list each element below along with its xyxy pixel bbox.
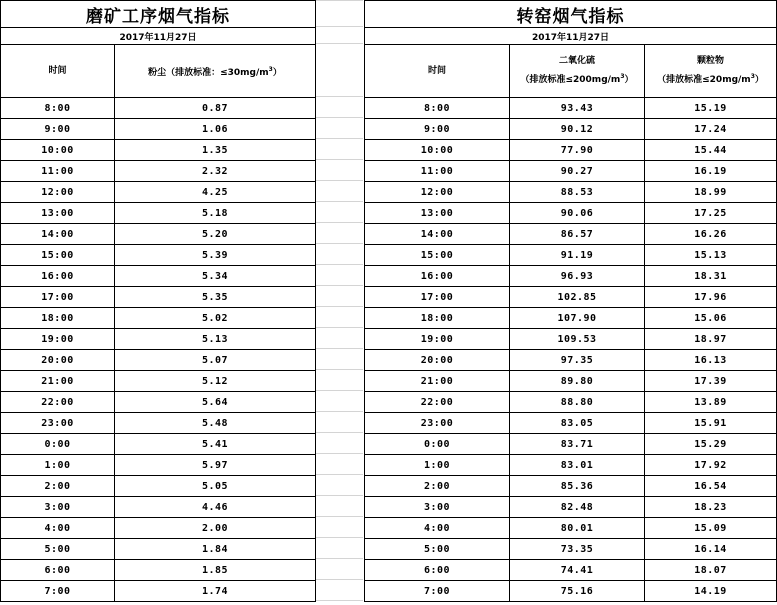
table-row — [365, 287, 777, 308]
dust-value-cell: 1.74 — [115, 581, 316, 602]
particulate-value-cell: 15.13 — [645, 245, 777, 266]
table-row — [365, 161, 777, 182]
dust-value-cell: 5.02 — [115, 308, 316, 329]
table-row — [1, 518, 316, 539]
time-cell: 11:00 — [365, 161, 510, 182]
time-cell: 16:00 — [365, 266, 510, 287]
dust-value-cell: 1.84 — [115, 539, 316, 560]
table-row — [1, 371, 316, 392]
dust-header-text: 粉尘（排放标准：≤30mg/m — [148, 67, 269, 78]
table-row — [1, 161, 316, 182]
table-row — [1, 140, 316, 161]
dust-header-close: ） — [272, 67, 282, 78]
table-row — [365, 455, 777, 476]
particulate-value-cell: 14.19 — [645, 581, 777, 602]
time-cell: 11:00 — [1, 161, 115, 182]
time-cell: 3:00 — [365, 497, 510, 518]
time-cell: 8:00 — [1, 98, 115, 119]
table-row — [1, 413, 316, 434]
dust-value-cell: 5.05 — [115, 476, 316, 497]
table-row — [1, 539, 316, 560]
time-cell: 5:00 — [1, 539, 115, 560]
time-cell: 2:00 — [365, 476, 510, 497]
particulate-value-cell: 17.39 — [645, 371, 777, 392]
dust-value-cell: 5.97 — [115, 455, 316, 476]
dust-value-cell: 5.20 — [115, 224, 316, 245]
time-cell: 0:00 — [365, 434, 510, 455]
table-row — [1, 203, 316, 224]
particulate-value-cell: 17.24 — [645, 119, 777, 140]
table-row — [365, 245, 777, 266]
so2-value-cell: 90.06 — [510, 203, 645, 224]
time-cell: 15:00 — [365, 245, 510, 266]
table-row — [1, 287, 316, 308]
dust-value-cell: 1.85 — [115, 560, 316, 581]
table-row — [365, 308, 777, 329]
time-cell: 7:00 — [365, 581, 510, 602]
time-cell: 1:00 — [365, 455, 510, 476]
time-cell: 20:00 — [1, 350, 115, 371]
table-row — [1, 98, 316, 119]
time-cell: 10:00 — [1, 140, 115, 161]
time-cell: 19:00 — [365, 329, 510, 350]
so2-header-unit-superscript: 3 — [620, 73, 625, 80]
particulate-value-cell: 15.09 — [645, 518, 777, 539]
so2-value-cell: 75.16 — [510, 581, 645, 602]
particulate-value-cell: 15.44 — [645, 140, 777, 161]
particulate-value-cell: 16.54 — [645, 476, 777, 497]
table-row — [365, 518, 777, 539]
so2-header-limit: （排放标准≤200mg/m — [520, 75, 621, 85]
dust-column-header — [115, 45, 316, 98]
time-cell: 1:00 — [1, 455, 115, 476]
so2-value-cell: 97.35 — [510, 350, 645, 371]
time-cell: 22:00 — [365, 392, 510, 413]
table-row — [365, 266, 777, 287]
table-row — [365, 140, 777, 161]
particulate-value-cell: 17.25 — [645, 203, 777, 224]
table-row — [1, 119, 316, 140]
table-row — [1, 308, 316, 329]
so2-value-cell: 96.93 — [510, 266, 645, 287]
so2-value-cell: 73.35 — [510, 539, 645, 560]
so2-value-cell: 86.57 — [510, 224, 645, 245]
so2-value-cell: 85.36 — [510, 476, 645, 497]
dust-value-cell: 0.87 — [115, 98, 316, 119]
particulate-value-cell: 18.07 — [645, 560, 777, 581]
dust-value-cell: 5.39 — [115, 245, 316, 266]
particulate-value-cell: 16.14 — [645, 539, 777, 560]
dust-header-unit-superscript: 3 — [268, 65, 273, 73]
kiln-flue-gas-table — [364, 0, 777, 602]
so2-value-cell: 83.01 — [510, 455, 645, 476]
so2-value-cell: 109.53 — [510, 329, 645, 350]
particulate-header-name: 颗粒物 — [697, 56, 725, 66]
table-row — [365, 581, 777, 602]
so2-value-cell: 83.05 — [510, 413, 645, 434]
time-cell: 13:00 — [1, 203, 115, 224]
table-row — [365, 434, 777, 455]
dust-value-cell: 5.35 — [115, 287, 316, 308]
time-cell: 0:00 — [1, 434, 115, 455]
particulate-value-cell: 18.23 — [645, 497, 777, 518]
table-row — [1, 392, 316, 413]
so2-value-cell: 107.90 — [510, 308, 645, 329]
particulate-value-cell: 16.26 — [645, 224, 777, 245]
so2-header-close: ） — [624, 75, 634, 85]
time-cell: 18:00 — [365, 308, 510, 329]
so2-value-cell: 93.43 — [510, 98, 645, 119]
table-row — [365, 497, 777, 518]
table-row — [1, 329, 316, 350]
particulate-value-cell: 13.89 — [645, 392, 777, 413]
table-row — [1, 581, 316, 602]
time-cell: 22:00 — [1, 392, 115, 413]
table-row — [1, 455, 316, 476]
time-cell: 6:00 — [1, 560, 115, 581]
time-cell: 19:00 — [1, 329, 115, 350]
time-cell: 2:00 — [1, 476, 115, 497]
so2-value-cell: 80.01 — [510, 518, 645, 539]
time-cell: 21:00 — [365, 371, 510, 392]
table-row — [1, 476, 316, 497]
time-cell: 23:00 — [365, 413, 510, 434]
so2-value-cell: 88.53 — [510, 182, 645, 203]
table-row — [1, 182, 316, 203]
time-column-header: 时间 — [365, 45, 510, 98]
dust-value-cell: 5.48 — [115, 413, 316, 434]
so2-value-cell: 90.27 — [510, 161, 645, 182]
time-cell: 21:00 — [1, 371, 115, 392]
particulate-value-cell: 17.92 — [645, 455, 777, 476]
table-row — [1, 497, 316, 518]
table-row — [365, 371, 777, 392]
time-cell: 17:00 — [1, 287, 115, 308]
particulate-header-close: ） — [754, 75, 764, 85]
table-row — [365, 224, 777, 245]
dust-value-cell: 1.06 — [115, 119, 316, 140]
time-cell: 9:00 — [1, 119, 115, 140]
time-cell: 12:00 — [365, 182, 510, 203]
particulate-value-cell: 18.97 — [645, 329, 777, 350]
so2-header-name: 二氧化硫 — [558, 56, 595, 66]
particulate-value-cell: 16.13 — [645, 350, 777, 371]
particulate-value-cell: 16.19 — [645, 161, 777, 182]
table-row — [1, 224, 316, 245]
time-cell: 9:00 — [365, 119, 510, 140]
dust-value-cell: 5.12 — [115, 371, 316, 392]
time-cell: 20:00 — [365, 350, 510, 371]
particulate-value-cell: 15.91 — [645, 413, 777, 434]
so2-value-cell: 74.41 — [510, 560, 645, 581]
grinding-table-title: 磨矿工序烟气指标 — [1, 1, 316, 28]
table-row — [1, 245, 316, 266]
dust-value-cell: 5.34 — [115, 266, 316, 287]
table-row — [365, 329, 777, 350]
dust-value-cell: 5.41 — [115, 434, 316, 455]
table-row — [365, 392, 777, 413]
table-row — [365, 539, 777, 560]
table-row — [1, 434, 316, 455]
so2-value-cell: 82.48 — [510, 497, 645, 518]
table-row — [1, 266, 316, 287]
table-row — [365, 476, 777, 497]
so2-value-cell: 102.85 — [510, 287, 645, 308]
dust-value-cell: 2.00 — [115, 518, 316, 539]
table-row — [1, 560, 316, 581]
particulate-value-cell: 15.19 — [645, 98, 777, 119]
time-cell: 5:00 — [365, 539, 510, 560]
dust-value-cell: 5.07 — [115, 350, 316, 371]
time-cell: 8:00 — [365, 98, 510, 119]
dust-value-cell: 5.13 — [115, 329, 316, 350]
dust-value-cell: 4.46 — [115, 497, 316, 518]
time-cell: 4:00 — [1, 518, 115, 539]
time-cell: 23:00 — [1, 413, 115, 434]
particulate-header-unit-superscript: 3 — [750, 73, 755, 80]
table-row — [365, 98, 777, 119]
dust-value-cell: 1.35 — [115, 140, 316, 161]
time-cell: 17:00 — [365, 287, 510, 308]
time-cell: 13:00 — [365, 203, 510, 224]
so2-value-cell: 91.19 — [510, 245, 645, 266]
kiln-table-title: 转窑烟气指标 — [365, 1, 777, 28]
time-cell: 6:00 — [365, 560, 510, 581]
particulate-value-cell: 17.96 — [645, 287, 777, 308]
table-row — [365, 182, 777, 203]
dust-value-cell: 2.32 — [115, 161, 316, 182]
grinding-flue-gas-table — [0, 0, 316, 602]
grinding-table-date: 2017年11月27日 — [1, 28, 316, 45]
so2-column-header — [510, 45, 645, 98]
time-cell: 3:00 — [1, 497, 115, 518]
time-cell: 7:00 — [1, 581, 115, 602]
particulate-value-cell: 15.06 — [645, 308, 777, 329]
so2-value-cell: 77.90 — [510, 140, 645, 161]
time-cell: 10:00 — [365, 140, 510, 161]
particulate-value-cell: 18.99 — [645, 182, 777, 203]
table-row — [365, 350, 777, 371]
time-cell: 14:00 — [1, 224, 115, 245]
table-row — [1, 350, 316, 371]
particulate-value-cell: 15.29 — [645, 434, 777, 455]
table-row — [365, 203, 777, 224]
time-cell: 18:00 — [1, 308, 115, 329]
dust-value-cell: 5.18 — [115, 203, 316, 224]
time-cell: 16:00 — [1, 266, 115, 287]
time-cell: 12:00 — [1, 182, 115, 203]
particulate-value-cell: 18.31 — [645, 266, 777, 287]
particulate-header-limit: （排放标准≤20mg/m — [657, 75, 751, 85]
time-column-header: 时间 — [1, 45, 115, 98]
so2-value-cell: 90.12 — [510, 119, 645, 140]
dust-value-cell: 5.64 — [115, 392, 316, 413]
time-cell: 4:00 — [365, 518, 510, 539]
so2-value-cell: 83.71 — [510, 434, 645, 455]
particulate-column-header — [645, 45, 777, 98]
time-cell: 15:00 — [1, 245, 115, 266]
table-row — [365, 413, 777, 434]
sheet-gridlines — [316, 0, 363, 605]
kiln-table-date: 2017年11月27日 — [365, 28, 777, 45]
so2-value-cell: 89.80 — [510, 371, 645, 392]
time-cell: 14:00 — [365, 224, 510, 245]
table-row — [365, 119, 777, 140]
dust-value-cell: 4.25 — [115, 182, 316, 203]
so2-value-cell: 88.80 — [510, 392, 645, 413]
table-row — [365, 560, 777, 581]
